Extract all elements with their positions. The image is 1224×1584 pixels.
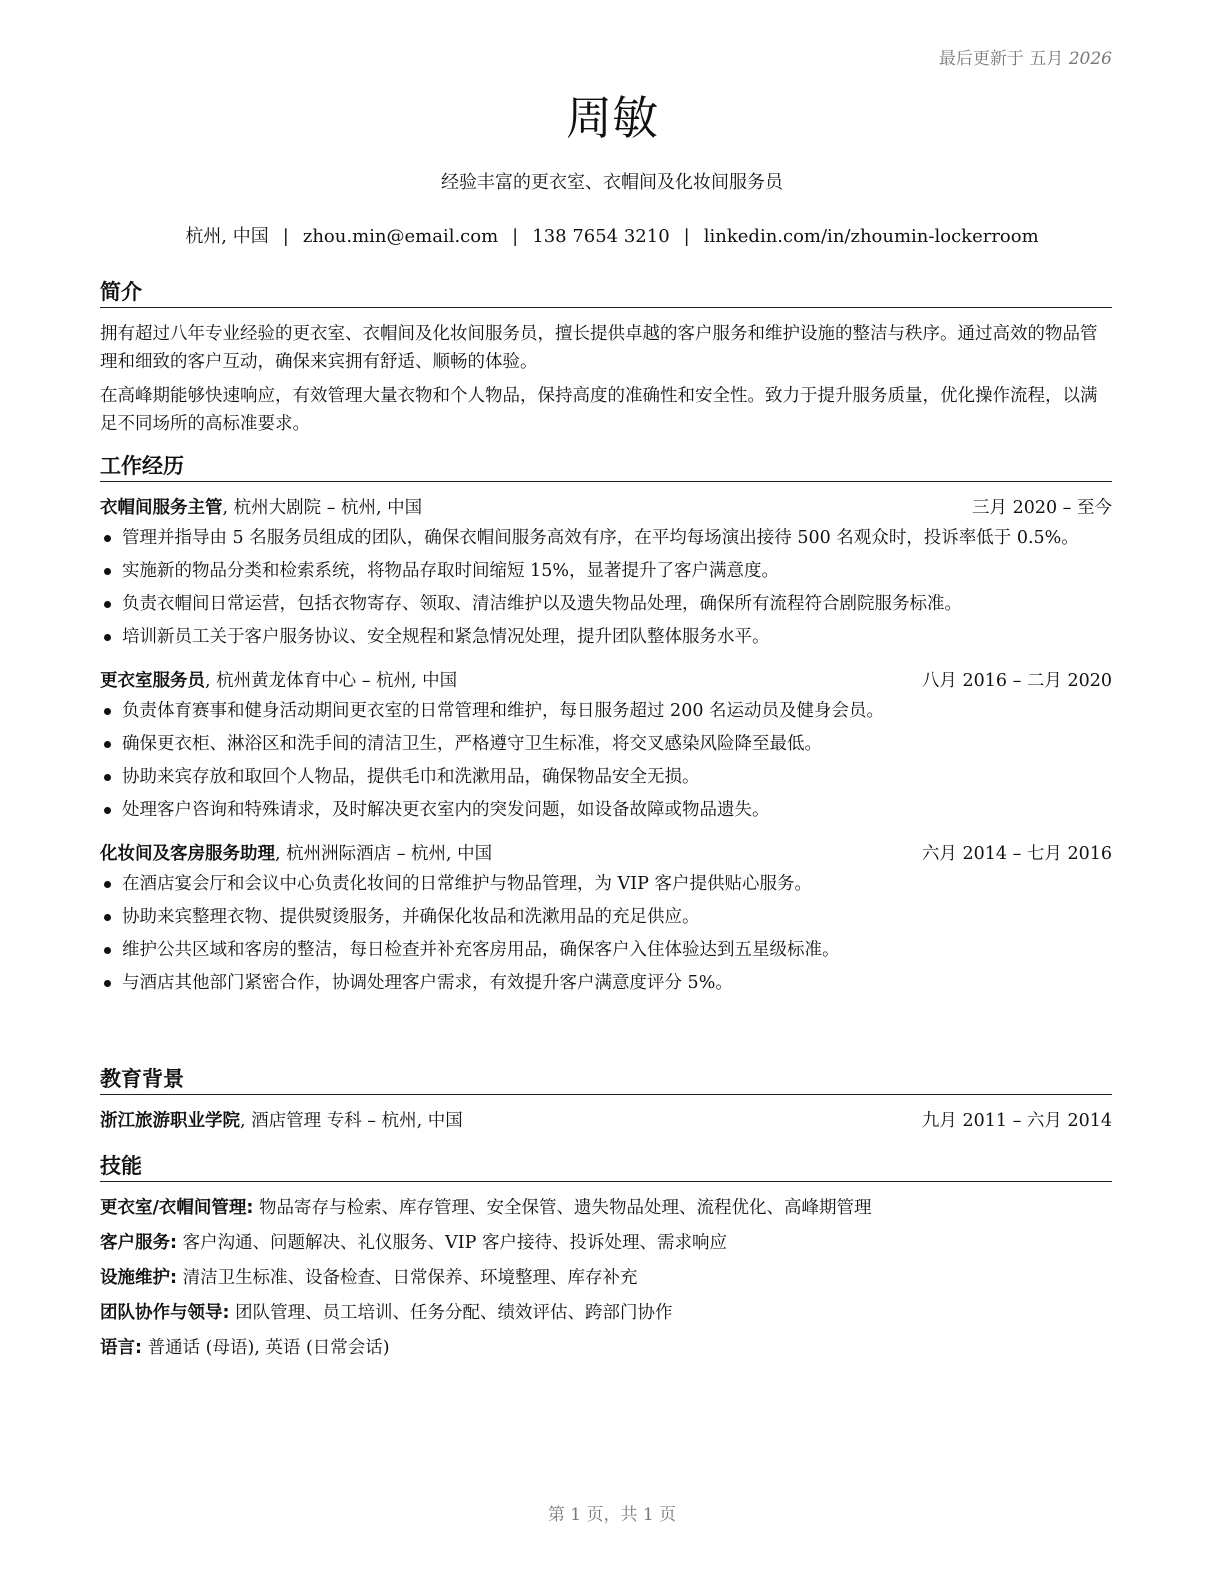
skill-value: 客户沟通、问题解决、礼仪服务、VIP 客户接待、投诉处理、需求响应 — [177, 1233, 727, 1253]
job-dates: 六月 2014 – 七月 2016 — [921, 844, 1112, 864]
contact-line — [0, 224, 1224, 250]
skill-label: 团队协作与领导: — [100, 1303, 230, 1323]
list-item: 实施新的物品分类和检索系统，将物品存取时间缩短 15%，显著提升了客户满意度。 — [100, 557, 1112, 585]
job-entry — [100, 840, 1112, 997]
education-line — [100, 1107, 463, 1135]
skill-row — [100, 1229, 1112, 1257]
contact-phone: 138 7654 3210 — [532, 226, 670, 247]
skills-section — [100, 1152, 1112, 1369]
job-role: 更衣室服务员 — [100, 671, 205, 691]
skill-row — [100, 1299, 1112, 1327]
job-bullets — [100, 870, 1112, 997]
page-number: 第 1 页，共 1 页 — [547, 1505, 677, 1525]
skill-label: 设施维护: — [100, 1268, 177, 1288]
job-header — [100, 667, 1112, 695]
last-updated-label: 最后更新于 五月 — [938, 49, 1064, 69]
contact-email[interactable]: zhou.min@email.com — [302, 226, 499, 247]
candidate-name: 周敏 — [566, 91, 658, 145]
summary-paragraph: 拥有超过八年专业经验的更衣室、衣帽间及化妆间服务员，擅长提供卓越的客户服务和维护设施的整洁与秩序。通过高效的物品管理和细致的客户互动，确保来宾拥有舒适、顺畅的体验。 — [100, 324, 1098, 372]
last-updated-year: 2026 — [1068, 49, 1112, 69]
job-entry — [100, 667, 1112, 824]
job-header — [100, 840, 1112, 868]
list-item: 维护公共区域和客房的整洁，每日检查并补充客房用品，确保客户入住体验达到五星级标准。 — [100, 936, 1112, 964]
skill-row — [100, 1194, 1112, 1222]
separator: | — [683, 226, 690, 247]
job-role: 衣帽间服务主管 — [100, 498, 223, 518]
school-name: 浙江旅游职业学院 — [100, 1111, 240, 1131]
job-org: , 杭州大剧院 – 杭州, 中国 — [222, 498, 423, 518]
list-item: 负责衣帽间日常运营，包括衣物寄存、领取、清洁维护以及遗失物品处理，确保所有流程符合剧院服务标准。 — [100, 590, 1112, 618]
section-title-skills: 技能 — [100, 1152, 1112, 1182]
job-role: 化妆间及客房服务助理 — [100, 844, 275, 864]
contact-location: 杭州, 中国 — [185, 226, 269, 247]
skill-value: 团队管理、员工培训、任务分配、绩效评估、跨部门协作 — [229, 1303, 673, 1323]
job-title-line — [100, 494, 422, 522]
section-title-education: 教育背景 — [100, 1065, 1112, 1095]
skills-list — [100, 1194, 1112, 1362]
last-updated — [939, 44, 1112, 69]
list-item: 负责体育赛事和健身活动期间更衣室的日常管理和维护，每日服务超过 200 名运动员及健身会员。 — [100, 697, 1112, 725]
education-detail: , 酒店管理 专科 – 杭州, 中国 — [240, 1111, 463, 1131]
experience-section — [100, 452, 1112, 1002]
list-item: 协助来宾整理衣物、提供熨烫服务，并确保化妆品和洗漱用品的充足供应。 — [100, 903, 1112, 931]
job-header — [100, 494, 1112, 522]
skill-value: 清洁卫生标准、设备检查、日常保养、环境整理、库存补充 — [177, 1268, 638, 1288]
job-bullets — [100, 697, 1112, 824]
education-section — [100, 1065, 1112, 1135]
list-item: 管理并指导由 5 名服务员组成的团队，确保衣帽间服务高效有序，在平均每场演出接待 500 名观众时，投诉率低于 0.5%。 — [100, 524, 1112, 552]
list-item: 与酒店其他部门紧密合作，协调处理客户需求，有效提升客户满意度评分 5%。 — [100, 969, 1112, 997]
job-org: , 杭州洲际酒店 – 杭州, 中国 — [275, 844, 493, 864]
skill-row — [100, 1334, 1112, 1362]
contact-linkedin[interactable]: linkedin.com/in/zhoumin-lockerroom — [703, 226, 1039, 247]
job-title-line — [100, 667, 457, 695]
job-title-line — [100, 840, 492, 868]
separator: | — [282, 226, 289, 247]
list-item: 协助来宾存放和取回个人物品，提供毛巾和洗漱用品，确保物品安全无损。 — [100, 763, 1112, 791]
job-bullets — [100, 524, 1112, 651]
skill-value: 物品寄存与检索、库存管理、安全保管、遗失物品处理、流程优化、高峰期管理 — [253, 1198, 872, 1218]
headline: 经验丰富的更衣室、衣帽间及化妆间服务员 — [441, 172, 783, 193]
skill-label: 客户服务: — [100, 1233, 177, 1253]
job-dates: 八月 2016 – 二月 2020 — [921, 671, 1112, 691]
list-item: 处理客户咨询和特殊请求，及时解决更衣室内的突发问题，如设备故障或物品遗失。 — [100, 796, 1112, 824]
job-dates: 三月 2020 – 至今 — [972, 498, 1112, 518]
skill-label: 更衣室/衣帽间管理: — [100, 1198, 254, 1218]
section-title-experience: 工作经历 — [100, 452, 1112, 482]
section-title-summary: 简介 — [100, 278, 1112, 308]
list-item: 在酒店宴会厅和会议中心负责化妆间的日常维护与物品管理，为 VIP 客户提供贴心服务。 — [100, 870, 1112, 898]
skill-value: 普通话 (母语), 英语 (日常会话) — [142, 1338, 390, 1358]
education-entry — [100, 1107, 1112, 1135]
job-org: , 杭州黄龙体育中心 – 杭州, 中国 — [205, 671, 458, 691]
summary-paragraph: 在高峰期能够快速响应，有效管理大量衣物和个人物品，保持高度的准确性和安全性。致力于提升服务质量，优化操作流程，以满足不同场所的高标准要求。 — [100, 386, 1098, 434]
education-dates: 九月 2011 – 六月 2014 — [921, 1111, 1112, 1131]
list-item: 培训新员工关于客户服务协议、安全规程和紧急情况处理，提升团队整体服务水平。 — [100, 623, 1112, 651]
summary-section — [100, 278, 1112, 438]
separator: | — [512, 226, 519, 247]
skill-row — [100, 1264, 1112, 1292]
list-item: 确保更衣柜、淋浴区和洗手间的清洁卫生，严格遵守卫生标准，将交叉感染风险降至最低。 — [100, 730, 1112, 758]
job-entry — [100, 494, 1112, 651]
skill-label: 语言: — [100, 1338, 142, 1358]
